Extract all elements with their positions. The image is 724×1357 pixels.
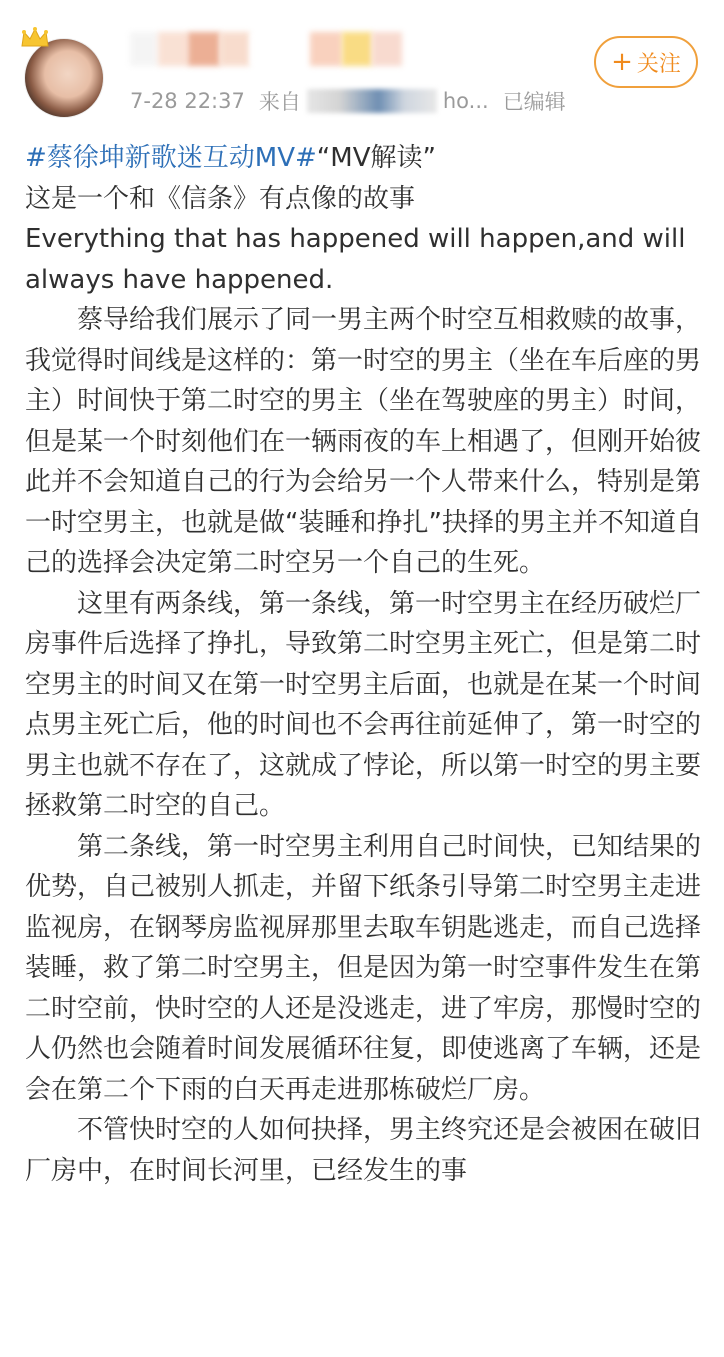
paragraph-body-2: 这里有两条线，第一条线，第一时空男主在经历破烂厂房事件后选择了挣扎，导致第二时空男主死亡，但是第二时空男主的时间又在第一时空男主后面，也就是在某一个时间点男主死亡后，他的时间也不会再往前延伸了，第一时空的男主也就不存在了，这就成了悖论，所以第一时空的男主要拯救第二时空的自己。 (25, 588, 702, 821)
crown-icon (20, 26, 50, 50)
post-source-blurred (307, 89, 437, 113)
paragraph-body-4: 不管快时空的人如何抉择，男主终究还是会被困在破旧厂房中，在时间长河里，已经发生的事 (25, 1115, 702, 1186)
paragraph-body-3: 第二条线，第一时空男主利用自己时间快，已知结果的优势，自己被别人抓走，并留下纸条引导第二时空男主走进监视房，在钢琴房监视屏那里去取车钥匙逃走，而自己选择装睡，救了第二时空男主，但是因为第一时空事件发生在第二时空前，快时空的人还是没逃走，进了牢房，那慢时空的人仍然也会随着时间发展循环往复，即使逃离了车辆，还是会在第二个下雨的白天再走进那栋破烂厂房。 (25, 831, 702, 1105)
avatar[interactable] (24, 38, 104, 118)
avatar-container[interactable] (24, 38, 104, 118)
edited-label[interactable]: 已编辑 (502, 90, 566, 114)
follow-label: 关注 (636, 51, 681, 77)
plus-icon: + (611, 47, 633, 77)
topic-line (25, 138, 705, 179)
follow-button[interactable] (594, 36, 698, 88)
username-blurred[interactable] (130, 32, 410, 66)
post-meta (130, 86, 566, 116)
post-source-prefix: 来自 (258, 90, 301, 114)
topic-link[interactable]: #蔡徐坤新歌迷互动MV# (25, 143, 317, 173)
paragraph-quote: Everything that has happened will happen,and will always have happened. (25, 224, 694, 295)
post-source-suffix: ho... (442, 89, 489, 113)
post-content (25, 138, 705, 1191)
topic-suffix: “MV解读” (316, 143, 436, 173)
post-header (0, 0, 724, 130)
paragraph-intro: 这是一个和《信条》有点像的故事 (25, 183, 416, 214)
paragraph-body-1: 蔡导给我们展示了同一男主两个时空互相救赎的故事，我觉得时间线是这样的：第一时空的男主（坐在车后座的男主）时间快于第二时空的男主（坐在驾驶座的男主）时间，但是某一个时刻他们在一辆雨夜的车上相遇了，但刚开始彼此并不会知道自己的行为会给另一个人带来什么，特别是第一时空男主，也就是做“装睡和挣扎”抉择的男主并不知道自己的选择会决定第二时空另一个自己的生死。 (25, 305, 702, 578)
post-time: 7-28 22:37 (130, 89, 245, 113)
